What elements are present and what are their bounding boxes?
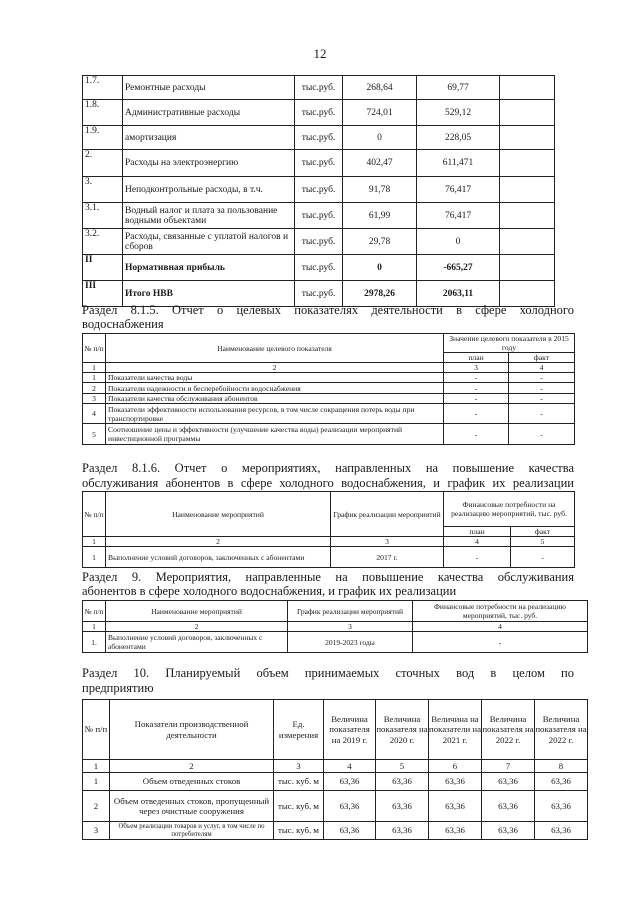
index-row: 1 2 3 4 5 bbox=[83, 537, 575, 547]
table-row: 1.9. амортизация тыс.руб. 0 228,05 bbox=[83, 126, 555, 150]
col-header-finance: Финансовые потребности на реализацию мероприятий, тыс. руб. bbox=[444, 492, 575, 527]
table-row: III Итого НВВ тыс.руб. 2978,26 2063,11 bbox=[83, 281, 555, 307]
col-header-schedule: График реализации мероприятий bbox=[288, 601, 413, 622]
section-815-title-line2: водоснабжения bbox=[82, 317, 164, 331]
index-row: 1 2 3 4 bbox=[83, 622, 588, 632]
section-815-title-line1: Раздел 8.1.5. Отчет о целевых показателях деятельности в сфере холодного bbox=[82, 303, 574, 317]
cost-table bbox=[82, 75, 555, 307]
page-number: 12 bbox=[313, 46, 327, 61]
col-header-2022b: Величина показателя на 2022 г. bbox=[535, 700, 588, 760]
col-header-unit: Ед. измерения bbox=[274, 700, 324, 760]
table-row: 2 Показатели надежности и бесперебойности водоснабжения - - bbox=[83, 383, 575, 394]
measures-table: № п/п Наименование мероприятий График реализации мероприятий Финансовые потребности на реализацию мероприятий, тыс. руб. план факт 1 2 3 4 5 1 Выполнение условий договоров, заключенных с абонентами 2017 г. - - bbox=[82, 491, 575, 568]
table-row: 2 Объем отведенных стоков, пропущенный через очистные сооружения тыс. куб. м 63,36 63,36 63,36 63,36 63,36 bbox=[83, 791, 588, 822]
table-row: 3. Неподконтрольные расходы, в т.ч. тыс.руб. 91,78 76,417 bbox=[83, 177, 555, 203]
col-header-name: Наименование мероприятий bbox=[106, 601, 288, 622]
col-header-finance: Финансовые потребности на реализацию мероприятий, тыс. руб. bbox=[413, 601, 588, 622]
table-row: 2. Расходы на электроэнергию тыс.руб. 402,47 611,471 bbox=[83, 150, 555, 177]
table-row: 3 Объем реализации товаров и услуг, в том числе по потребителям тыс. куб. м 63,36 63,36 63,36 63,36 63,36 bbox=[83, 822, 588, 840]
table-row: 1 Объем отведенных стоков тыс. куб. м 63,36 63,36 63,36 63,36 63,36 bbox=[83, 773, 588, 791]
section-9-title-line1: Раздел 9. Мероприятия, направленные на повышение качества обслуживания bbox=[82, 570, 574, 584]
col-header-2022a: Величина показателя на 2022 г. bbox=[482, 700, 535, 760]
table-row: 1.8. Административные расходы тыс.руб. 724,01 529,12 bbox=[83, 100, 555, 126]
section-9-title-line2: абонентов в сфере холодного водоснабжения, и график их реализации bbox=[82, 584, 457, 598]
section-10-title-line1: Раздел 10. Планируемый объем принимаемых сточных вод в целом по bbox=[82, 666, 574, 680]
table-row: II Нормативная прибыль тыс.руб. 0 -665,27 bbox=[83, 255, 555, 281]
table-row: 1 Выполнение условий договоров, заключенных с абонентами 2017 г. - - bbox=[83, 547, 575, 568]
table-row: 1 Показатели качества воды - - bbox=[83, 373, 575, 383]
col-header-name: Показатели производственной деятельности bbox=[110, 700, 274, 760]
table-row: 3.1. Водный налог и плата за пользование водными объектами тыс.руб. 61,99 76,417 bbox=[83, 203, 555, 229]
measures-plan-table bbox=[82, 600, 588, 653]
col-header-name: Наименование целевого показателя bbox=[106, 334, 444, 363]
col-header-value: Значение целевого показателя в 2015 году bbox=[444, 334, 575, 353]
table-row: 5 Соотношение цены и эффективности (улучшение качества воды) реализации мероприятий инвестиционной программы - - bbox=[83, 424, 575, 445]
target-indicators-table: № п/п Наименование целевого показателя Значение целевого показателя в 2015 году план факт 1 2 3 4 1 Показатели качества воды - - 2 Показатели надежности и бесперебойности водоснабжения - - 3 Показатели качества обслуживания абонентов - - 4 Показатели эффективности использования ресурсов, в том числе сокращения потерь воды при транспортировке - - 5 Соотношение цены и эффективности (улучшение качества воды) реализации мероприятий инвестиционной программы - - bbox=[82, 333, 575, 445]
table-row: 3.2. Расходы, связанные с уплатой налогов и сборов тыс.руб. 29,78 0 bbox=[83, 229, 555, 255]
col-header-num: № п/п bbox=[83, 334, 106, 363]
section-816-title-line2: обслуживания абонентов в сфере холодного водоснабжения, и график их реализации bbox=[82, 476, 574, 490]
col-header-name: Наименование мероприятий bbox=[106, 492, 331, 537]
index-row: 1 2 3 4 5 6 7 8 bbox=[83, 760, 588, 773]
col-header-schedule: График реализации мероприятий bbox=[331, 492, 444, 537]
section-10-title-line2: предприятию bbox=[82, 681, 154, 695]
col-header-2019: Величина показателя на 2019 г. bbox=[324, 700, 376, 760]
section-816-title-line1: Раздел 8.1.6. Отчет о мероприятиях, направленных на повышение качества bbox=[82, 461, 574, 475]
col-header-num: № п/п bbox=[83, 601, 106, 622]
col-header-2021: Величина на показатели на 2021 г. bbox=[429, 700, 482, 760]
table-row: 3 Показатели качества обслуживания абонентов - - bbox=[83, 394, 575, 404]
col-header-num: № п/п bbox=[83, 492, 106, 537]
col-header-2020: Величина показателя на 2020 г. bbox=[376, 700, 429, 760]
table-row: 1.7. Ремонтные расходы тыс.руб. 268,64 69,77 bbox=[83, 76, 555, 100]
table-row: 4 Показатели эффективности использования ресурсов, в том числе сокращения потерь воды при транспортировке - - bbox=[83, 404, 575, 424]
index-row: 1 2 3 4 bbox=[83, 363, 575, 373]
col-header-num: № п/п bbox=[83, 700, 110, 760]
wastewater-volume-table bbox=[82, 699, 588, 840]
table-row: 1. Выполнение условий договоров, заключенных с абонентами 2019-2023 годы - bbox=[83, 632, 588, 653]
